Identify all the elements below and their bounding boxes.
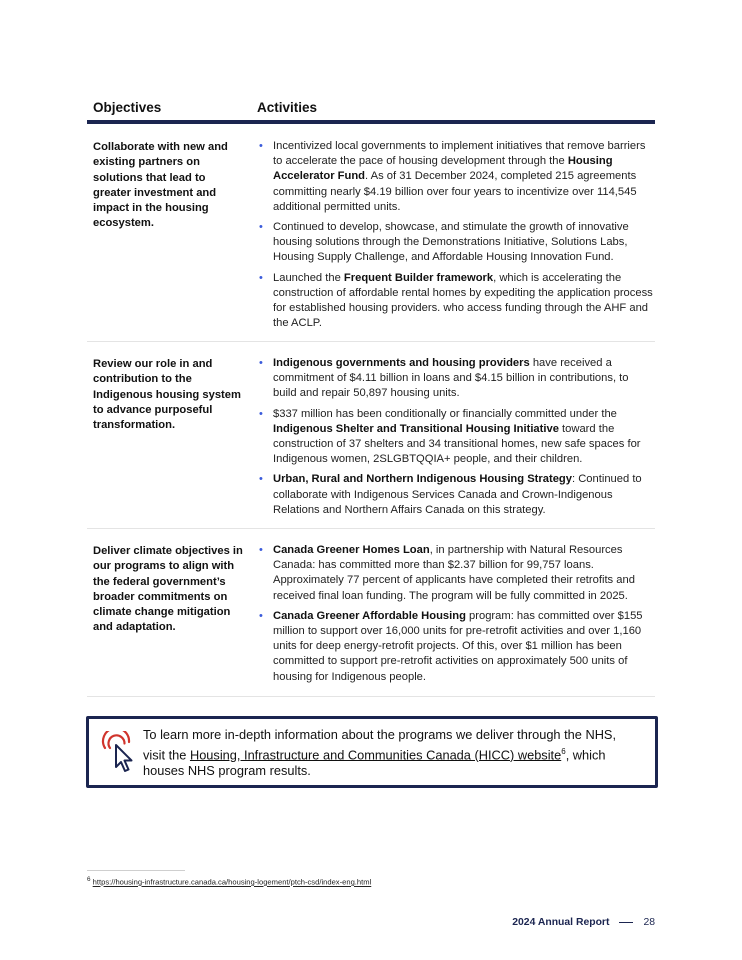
page-footer bbox=[512, 917, 655, 928]
report-title: 2024 Annual Report bbox=[512, 917, 610, 928]
footnote-number: 6 bbox=[87, 876, 91, 883]
table-header bbox=[87, 98, 655, 124]
footer-divider bbox=[619, 922, 633, 923]
objective-text: Review our role in and contribution to the Indigenous housing system to advance purposeful transformation. bbox=[93, 358, 241, 432]
footnote-ref: 6 bbox=[561, 746, 566, 756]
table-row bbox=[87, 342, 655, 529]
table-row bbox=[87, 529, 655, 697]
objective-text: Deliver climate objectives in our programs to align with the federal government’s broader commitments on climate change mitigation and adaptation. bbox=[93, 545, 243, 634]
activity-item: • Canada Greener Affordable Housing program: has committed over $155 million to support over 16,000 units for pre-retrofit activities and over 1,160 units for deep energy-retrofit projects. Of this, over $1 million has been committed to support pre-retrofit activities on approximately 500 units of housing for Indigenous people. bbox=[257, 609, 655, 685]
activity-item: • Continued to develop, showcase, and stimulate the growth of innovative housing solutions through the Demonstrations Initiative, Solutions Labs, Housing Supply Challenge, and Affordable Housing Innovation Fund. bbox=[257, 220, 655, 266]
callout-text: To learn more in-depth information about the programs we deliver through the NHS, visit the Housing, Infrastructure and Communities Canada (HICC) website$^6$, which houses NHS program results. bbox=[143, 727, 617, 779]
table-row bbox=[87, 124, 655, 342]
footnote-divider bbox=[87, 870, 185, 871]
header-activities: Activities bbox=[257, 100, 318, 115]
activity-item: • Canada Greener Homes Loan, in partnership with Natural Resources Canada: has committed more than $2.37 billion for 99,757 loans. Approximately 77 percent of applicants have completed their retrofits and received final loan funding. The program will be fully committed in 2025. bbox=[257, 543, 655, 604]
page-number: 28 bbox=[643, 917, 655, 928]
objectives-activities-table bbox=[87, 98, 655, 697]
activities-list bbox=[257, 139, 655, 336]
activity-item: • $337 million has been conditionally or financially committed under the Indigenous Shelter and Transitional Housing Initiative toward the construction of 37 shelters and 34 transitional homes, new safe spaces for Indigenous women, 2SLGBTQQIA+ people, and their children. bbox=[257, 407, 655, 468]
activity-item: • Incentivized local governments to implement initiatives that remove barriers to accelerate the pace of housing development through the Housing Accelerator Fund. As of 31 December 2024, completed 215 agreements committing nearly $4.19 billion over four years to incentivize over 114,545 additional permitted units. bbox=[257, 139, 655, 215]
objective-text: Collaborate with new and existing partners on solutions that lead to greater investment and impact in the housing ecosystem. bbox=[93, 141, 228, 230]
activity-item: • Indigenous governments and housing providers have received a commitment of $4.11 billion in loans and $4.15 billion in contributions, to build and repair 50,897 housing units. bbox=[257, 356, 655, 402]
header-objectives: Objectives bbox=[93, 100, 162, 115]
footnote bbox=[87, 876, 371, 887]
activity-item: • Urban, Rural and Northern Indigenous Housing Strategy: Continued to collaborate with Indigenous Services Canada and Crown-Indigenous Relations and Northern Affairs Canada on this strategy. bbox=[257, 472, 655, 518]
activities-list bbox=[257, 356, 655, 523]
footnote-url-link[interactable]: https://housing-infrastructure.canada.ca/housing-logement/ptch-csd/index-eng.html bbox=[92, 877, 372, 887]
click-cursor-icon bbox=[101, 731, 141, 773]
hicc-website-link[interactable]: Housing, Infrastructure and Communities Canada (HICC) website bbox=[189, 746, 562, 762]
activity-item: • Launched the Frequent Builder framework, which is accelerating the construction of affordable rental homes by expediting the application process for established housing providers. who access funding through the AHF and the ACLP. bbox=[257, 271, 655, 332]
activities-list bbox=[257, 543, 655, 690]
info-callout bbox=[86, 716, 658, 788]
